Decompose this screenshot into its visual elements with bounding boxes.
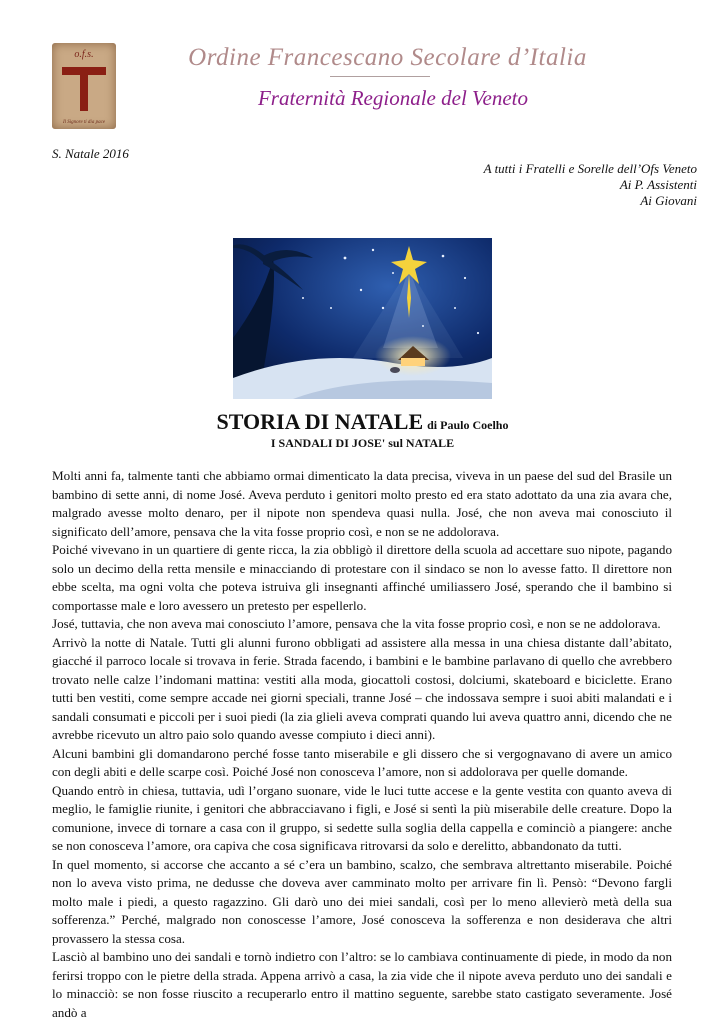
- recipient-line: Ai P. Assistenti: [619, 177, 697, 192]
- story-title-line: [0, 409, 725, 435]
- nativity-picture: [233, 238, 492, 399]
- story-paragraph: Alcuni bambini gli domandarono perché fosse tanto miserabile e gli dissero che si vergognavano di avere un amico con degli abiti e delle scarpe così. Poiché José non conosceva l’amore, non si addolorava per quelle domande.: [52, 745, 672, 779]
- ofs-logo: [52, 43, 116, 129]
- story-paragraph: Molti anni fa, talmente tanti che abbiamo ormai dimenticato la data precisa, viveva in un paese del sud del Brasile un bambino di sette anni, di nome José. Aveva perduto i genitori molto presto ed era stato adottato da una zia avara che, malgrado avesse molto denaro, per il nipote non spendeva quasi nulla. José, che non aveva mai conosciuto il significato dell’amore, pensava che la vita fosse proprio così, e non se ne addolorava.: [52, 468, 672, 539]
- recipient-line: Ai Giovani: [640, 193, 697, 208]
- logo-motto: Il Signore ti dia pace: [62, 120, 106, 125]
- story-paragraph: Quando entrò in chiesa, tuttavia, udì l’organo suonare, vide le luci tutte accese e la gente vestita con quanto aveva di meglio, le famiglie riunite, i genitori che abbracciavano i figli, e José si sentì la più miserabile delle creature. Dopo la comunione, invece di tornare a casa con il gruppo, si sedette sulla soglia della cappella e cominciò a piangere: anche se non conosceva l’amore, ora capiva che cosa significava ritrovarsi da solo e derelitto, abbandonato da tutti.: [52, 782, 672, 853]
- recipient-line: A tutti i Fratelli e Sorelle dell’Ofs Veneto: [483, 161, 697, 176]
- story-paragraph: Lasciò al bambino uno dei sandali e tornò indietro con l’altro: se lo cambiava continuamente di piede, in modo da non ferirsi troppo con le pietre della strada. Appena arrivò a casa, la zia vide che il nipote aveva perduto uno dei sandali e lo minacciò: se non fosse riuscito a recuperarlo entro il mattino seguente, sarebbe stato castigato severamente. José andò a: [52, 949, 672, 1020]
- story-author: di Paulo Coelho: [427, 418, 509, 432]
- tau-cross-icon: [52, 61, 116, 115]
- story-paragraph: Arrivò la notte di Natale. Tutti gli alunni furono obbligati ad assistere alla messa in una chiesa distante dall’abitato, giacché il parroco locale si trovava in ferie. Strada facendo, i bambini e le bambine parlavano di quello che avrebbero trovato nelle calze l’indomani mattina: vestiti alla moda, giocattoli costosi, dolciumi, skateboard e biciclette. Erano tutti ben vestiti, come sempre accade nei giorni speciali, tranne José – che indossava sempre i suoi abiti malandati e i sandali consumati e piccoli per i suoi piedi (la zia glieli aveva comprati quando lui aveva quattro anni, dicendo che ne avrebbe ricevuto un altro paio solo quando avesse compiuto i dieci anni).: [52, 634, 672, 742]
- story-paragraph: Poiché vivevano in un quartiere di gente ricca, la zia obbligò il direttore della scuola ad accettare suo nipote, pagando solo un decimo della retta mensile e minacciando di protestare con il sindaco se non lo avesse fatto. Il direttore non ebbe scelta, ma ogni volta che poteva istruiva gli insegnanti affinché umiliassero José, sperando che il bambino si comportasse male e loro avessero un pretesto per espellerlo.: [52, 542, 672, 613]
- letter-date: S. Natale 2016: [52, 146, 129, 161]
- logo-caption: o.f.s.: [74, 49, 94, 60]
- organization-title: Ordine Francescano Secolare d’Italia: [188, 44, 587, 71]
- story-subtitle: I SANDALI DI JOSE' sul NATALE: [270, 436, 455, 450]
- story-paragraph: In quel momento, si accorse che accanto a sé c’era un bambino, scalzo, che sembrava altrettanto miserabile. Poiché non lo aveva visto prima, ne dedusse che doveva aver camminato molto per arrivare fin lì. Pensò: “Devono fargli molto male i piedi, a questo ragazzino. Gli darò uno dei miei sandali, così per lo meno allevierò metà della sua sofferenza.” Perché, malgrado non conoscesse l’amore, José conosceva la sofferenza e non desiderava che altri provassero la stessa cosa.: [52, 856, 672, 946]
- story-paragraph: José, tuttavia, che non aveva mai conosciuto l’amore, pensava che la vita fosse proprio così, e non se ne addolorava.: [52, 616, 661, 631]
- fraternity-title: Fraternità Regionale del Veneto: [257, 86, 529, 110]
- story-body: [52, 467, 672, 1022]
- story-title: STORIA DI NATALE: [216, 409, 424, 434]
- header-divider: [330, 76, 430, 77]
- recipients-block: [484, 161, 697, 209]
